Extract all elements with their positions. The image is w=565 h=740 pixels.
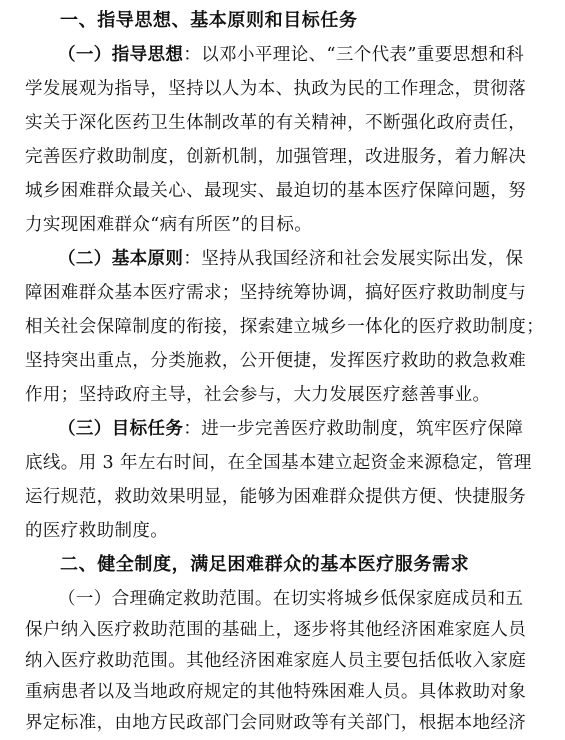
paragraph-4-line-2: 保户纳入医疗救助范围的基础上，逐步将其他经济困难家庭人员: [25, 620, 527, 640]
paragraph-4-line-3: 纳入医疗救助范围。其他经济困难家庭人员主要包括低收入家庭: [25, 651, 527, 671]
paragraph-2-line-4: 坚持突出重点，分类施救，公开便捷，发挥医疗救助的救急救难: [25, 351, 527, 371]
paragraph-1-line-4: 完善医疗救助制度，创新机制，加强管理，改进服务，着力解决: [25, 147, 527, 167]
paragraph-2-line-5: 作用；坚持政府主导，社会参与，大力发展医疗慈善事业。: [25, 385, 491, 405]
paragraph-1-line-6: 力实现困难群众“病有所医”的目标。: [25, 215, 313, 235]
section-heading-2: 二、健全制度，满足困难群众的基本医疗服务需求: [60, 554, 470, 575]
paragraph-3-lead: （三）目标任务: [58, 419, 184, 439]
paragraph-1-line-2: 学发展观为指导，坚持以人为本、执政为民的工作理念，贯彻落: [25, 79, 527, 99]
paragraph-3-line-2: 底线。用 3 年左右时间，在全国基本建立起资金来源稳定，管理: [25, 453, 532, 473]
paragraph-1-line-5: 城乡困难群众最关心、最现实、最迫切的基本医疗保障问题，努: [25, 181, 527, 201]
paragraph-1-text: ：以邓小平理论、“三个代表”重要思想和科: [183, 45, 525, 65]
paragraph-1-line-1: [58, 38, 548, 72]
paragraph-3-line-3: 运行规范，救助效果明显，能够为困难群众提供方便、快捷服务: [25, 487, 527, 507]
paragraph-2-line-2: 障困难群众基本医疗需求；坚持统筹协调，搞好医疗救助制度与: [25, 283, 527, 303]
paragraph-2-line-3: 相关社会保障制度的衔接，探索建立城乡一体化的医疗救助制度；: [25, 317, 545, 337]
section-heading-1: 一、指导思想、基本原则和目标任务: [60, 10, 358, 31]
paragraph-4-line-5: 界定标准，由地方民政部门会同财政等有关部门，根据本地经济: [25, 713, 527, 733]
paragraph-2-line-1: [58, 242, 548, 276]
paragraph-1-lead: （一）指导思想: [58, 45, 184, 65]
paragraph-3-line-4: 的医疗救助制度。: [25, 521, 169, 541]
paragraph-4-line-1: （一）合理确定救助范围。在切实将城乡低保家庭成员和五: [58, 589, 524, 609]
paragraph-1-line-3: 实关于深化医药卫生体制改革的有关精神，不断强化政府责任，: [25, 113, 527, 133]
paragraph-2-text: ：坚持从我国经济和社会发展实际出发，保: [183, 249, 524, 269]
paragraph-2-lead: （二）基本原则: [58, 249, 184, 269]
paragraph-3-text: ：进一步完善医疗救助制度，筑牢医疗保障: [183, 419, 524, 439]
paragraph-3-line-1: [58, 412, 548, 446]
paragraph-4-line-4: 重病患者以及当地政府规定的其他特殊困难人员。具体救助对象: [25, 682, 527, 702]
